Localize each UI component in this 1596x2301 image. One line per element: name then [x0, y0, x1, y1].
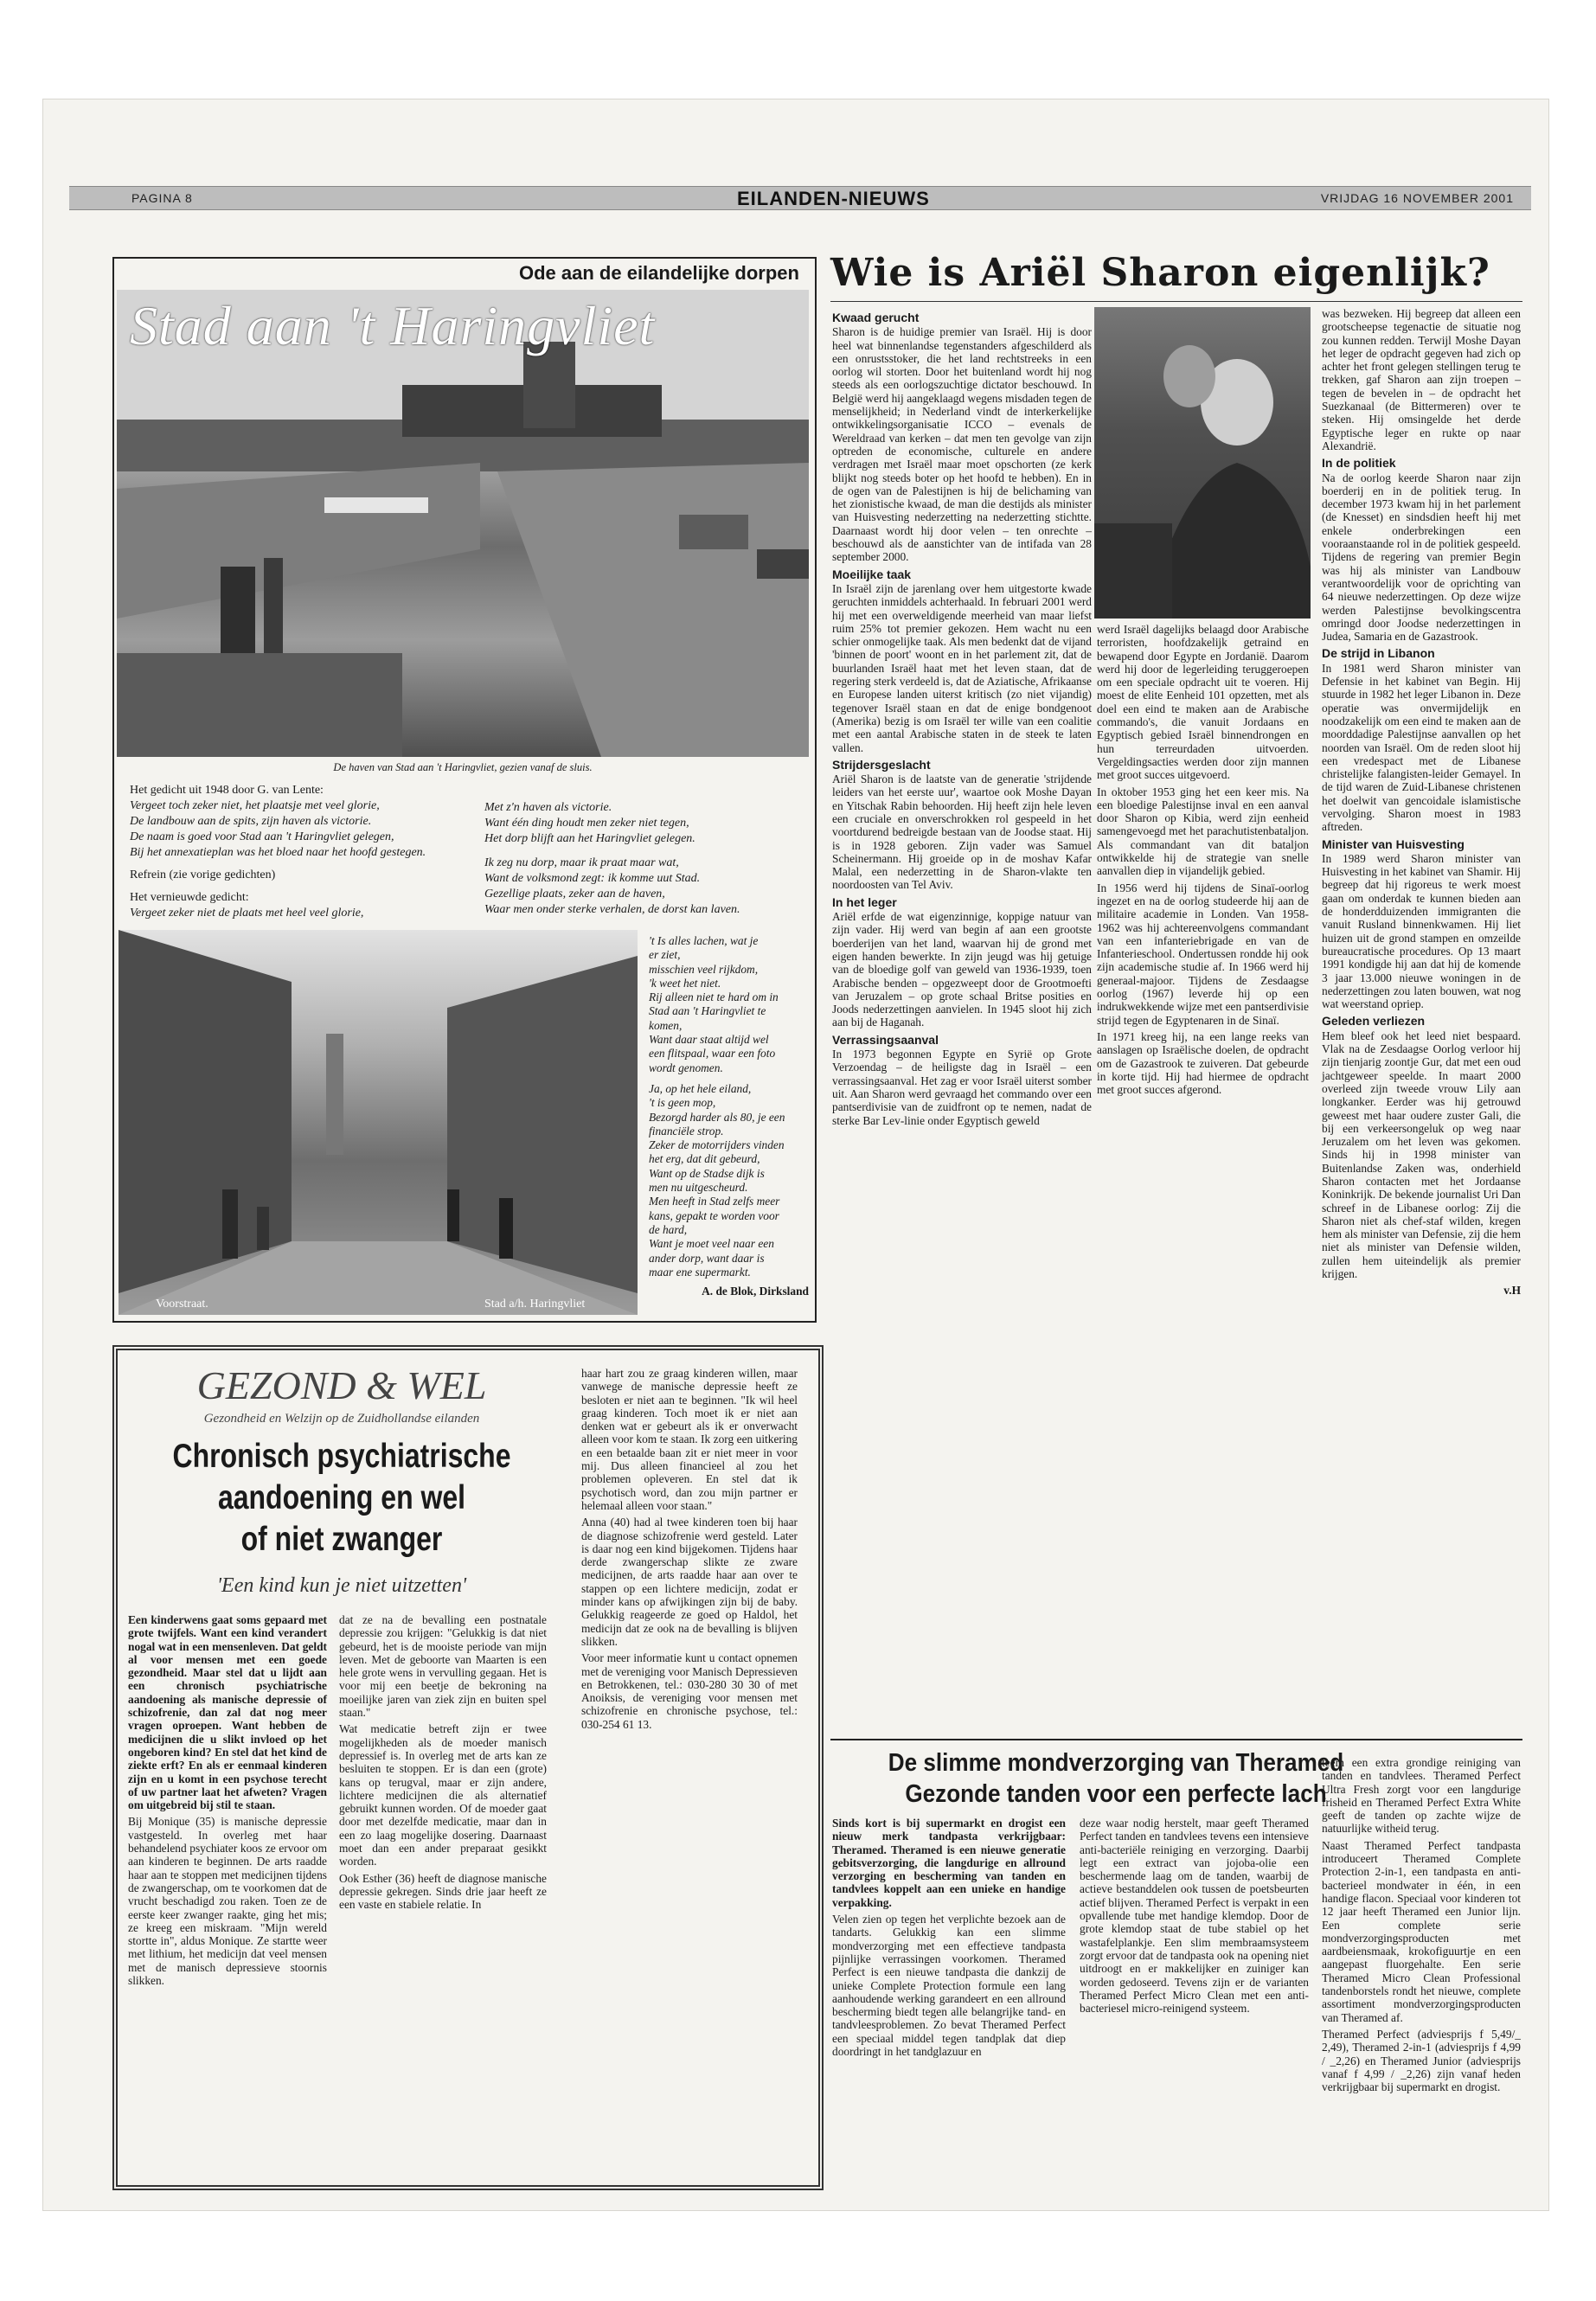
health-monique: Bij Monique (35) is manische depressie vastgesteld. In overleg met haar behandelend psychiater koos ze ervoor om aan kinderen te beginnen. De arts raadde haar aan te stoppen met medicijnen tijdens de zwangerschap, om te voorkomen dat de vrucht beschadigd zou raken. Toen ze de eerste keer zwanger raakte, ging het mis; ze kreeg een miskraam. "Mijn wereld stortte in", aldus Monique. Ze startte weer met lithium, het medicijn dat veel mensen met de manisch depressieve stoornis slikken. — [128, 1815, 327, 1988]
ode-s5-l8: men nu uitgescheurd. — [649, 1181, 748, 1195]
ode-stanza2-line1: Met z'n haven als victorie. — [484, 801, 612, 814]
sharon-p5: In 1973 begonnen Egypte en Syrië op Grote Verzoendag – de heiligste dag in Israël – een verrassingsaanval. Het zag er voor Israël uiterst somber uit. Aan Sharon werd gevraagd het commando over een pantserdivisie van de zuidfront op te nemen, nadat de sterke Bar Lev-linie onder Egyptisch geweld — [832, 1048, 1092, 1127]
ode-s5-l3: Bezorgd harder als 80, je een — [649, 1110, 785, 1124]
theramed-p5: Theramed Perfect (adviesprijs f 5,49/_ 2,49), Theramed 2-in-1 (adviesprijs f 4,99 / _2,26) en Theramed Junior (adviesprijs vanaf f 4,99 / _2,26) zijn vanaf heden verkrijgbaar bij supermarkt en drogist. — [1322, 2027, 1521, 2094]
ode-stanza2-line2: Want één ding houdt men zeker niet tegen, — [484, 817, 689, 830]
sharon-c3a: was bezweken. Hij begreep dat alleen een grootscheepse tegenactie de situatie nog zou kunnen redden. Terwijl Moshe Dayan het leger de opdracht gegeven had zich op achter het front gelegen stellingen terug te trekken, gaf Sharon aan zijn troepen – tegen de bevelen in – de opdracht het Suezkanaal (de Bittermeren) over te steken. Hij omsingelde het derde Egyptische leger en rukte op naar Alexandrië. — [1322, 307, 1521, 452]
ode-poem-right — [484, 800, 804, 918]
sharon-c3c: In 1981 werd Sharon minister van Defensie in het kabinet van Begin. Hij stuurde in 1982 het leger Libanon in. Deze operatie was onvermijdelijk en noodzakelijk om een eind te maken aan de moorddadige Palestijnse aanvallen op het noorden van Israël. Om de reden sloot hij een vredespact met de Libanese christelijke falangisten-leider Gemayel. In de tijd waren de Zuid-Libanese christenen het doelwit van gencoidale islamistische vervolging. Sharon moest in 1983 aftreden. — [1322, 661, 1521, 834]
health-col2-p1: dat ze na de bevalling een postnatale depressie zou krijgen: "Gelukkig is dat niet gebeurd, het is de mooiste periode van mijn leven. Met de geboorte van Maarten is een hele grote wens in vervulling gegaan. Het is voor mij een beetje de bekroning na moeilijke jaren van ziek zijn en buiten spel staan." — [339, 1613, 547, 1720]
theramed-col3 — [1322, 1756, 1521, 2097]
sharon-p1: Sharon is de huidige premier van Israël. Hij is door heel wat binnenlandse tegenstanders afgeschilderd als een onrustsstoker, die het land rechtstreeks in een oorlog wil storten. Door het buitenland wordt hij nog steeds als een oorlogszuchtige dictator beschouwd. In België werd hij aangeklaagd wegens misdaden tegen de menselijkheid; in Nederland vindt de interkerkelijke ontwikkelingsorganisatie ICCO – evenals de Wereldraad van kerken – dat men ten gevolge van zijn optreden de economische, culturele en andere verdragen met Israël maar moet opschorten (ze kerk blijkt nog steeds boter op het hoofd te hebben). En in de ogen van de Palestijnen is hij de belichaming van het zionistische kwaad, de man die destijds als minister van Huisvesting nederzetting na nederzetting stichtte. Daarnaast wordt hij door velen – ten onrechte – beschouwd als de aanstichter van de intifada van 28 september 2000. — [832, 325, 1092, 564]
sharon-rule — [830, 301, 1522, 302]
ode-kicker: Ode aan de eilandelijke dorpen — [519, 262, 799, 284]
health-section-title: GEZOND & WEL — [196, 1363, 487, 1407]
health-col3-p2: Anna (40) had al twee kinderen toen bij haar de diagnose schizofrenie werd gesteld. Later is daar nog een kind bijgekomen. Tijdens haar derde zwangerschap slikte ze zware medicijnen, de arts raadde haar aan over te stappen op een lichtere medicijn, zodat er minder kans op afwijkingen zijn bij de baby. Gelukkig reageerde ze goed op Haldol, het medicijn dat ze ook na de bevalling is blijven slikken. — [581, 1516, 798, 1648]
sharon-photo — [1094, 307, 1311, 619]
ode-stanza1-line3: De naam is goed voor Stad aan 't Haringvliet gelegen, — [130, 830, 394, 843]
health-col3 — [581, 1367, 798, 1734]
sharon-headline: Wie is Ariël Sharon eigenlijk? — [830, 251, 1490, 295]
ode-s4-l1: 't Is alles lachen, wat je — [649, 934, 759, 947]
sharon-p4: Ariël erfde de wat eigenzinnige, koppige natuur van zijn vader. Hij werd van begin af aan een grootste boerderijen van het land, waarvan hij de grond met eigen handen bewerkte. In zijn jeugd was hij getuige van de bloedige golf van geweld van 1936-1939, toen Arabische benden – opgezweept door de Grootmoefti van Jeruzalem – op grote schaal Britse posities en Joods nederzettingen aanvielen. In 1945 sloot hij zich aan bij de Haganah. — [832, 910, 1092, 1029]
sharon-c2c: In 1956 werd hij tijdens de Sinaï-oorlog ingezet en na de oorlog studeerde hij aan de militaire academie in Londen. Van 1958-1962 was hij achtereenvolgens commandant van een infanteriebrigade en van de Infanterieschool. Ondertussen rondde hij ook zijn academische studie af. In 1966 werd hij generaal-majoor. Tijdens de Zesdaagse oorlog (1967) leverde hij op een indrukwekkende wijze met een pantserdivisie strijd tegen de Egyptenaren in de Sinaï. — [1097, 881, 1309, 1027]
sharon-signature: v.H — [1503, 1284, 1521, 1298]
ode-s4-l3: misschien veel rijkdom, — [649, 962, 759, 976]
ode-stanza3-line4: Waar men onder sterke verhalen, de dorst kan laven. — [484, 903, 740, 916]
street-photo — [119, 930, 638, 1315]
ode-stanza1-line2: De landbouw aan de spits, zijn haven als victorie. — [130, 815, 372, 828]
sharon-h-verliezen: Geleden verliezen — [1322, 1014, 1426, 1029]
health-headline-line1: Chronisch psychiatrische — [172, 1438, 511, 1475]
street-photo-graphic — [119, 930, 638, 1315]
health-headline-line2: aandoening en wel — [217, 1479, 466, 1516]
harbour-photo-graphic — [117, 290, 809, 757]
ode-s5-l12: Want je moet veel naar een — [649, 1237, 774, 1251]
street-photo-left-label: Voorstraat. — [156, 1298, 208, 1311]
ode-s5-l1: Ja, op het hele eiland, — [649, 1081, 752, 1095]
page-header-bar — [69, 186, 1531, 210]
health-headline — [164, 1436, 519, 1561]
issue-date: VRIJDAG 16 NOVEMBER 2001 — [1320, 191, 1514, 205]
ode-s5-l14: maar ene supermarkt. — [649, 1265, 751, 1279]
page-number: PAGINA 8 — [131, 191, 193, 205]
theramed-headline-line1: De slimme mondverzorging van Theramed — [888, 1749, 1344, 1777]
harbour-photo — [117, 290, 809, 757]
ode-s4-l10: wordt genomen. — [649, 1061, 723, 1074]
ode-s5-l7: Want op de Stadse dijk is — [649, 1166, 765, 1180]
sharon-c3e: Hem bleef ook het leed niet bespaard. Vlak na de Zesdaagse Oorlog verloor hij zijn tienjarig zoontje Gur, dat met een oud jachtgeweer speelde. In maart 2000 overleed zijn tweede vrouw Lily aan longkanker. Eerder was hij getrouwd geweest met haar oudere zuster Gali, die bij een verkeersongeluk op weg naar Jeruzalem om het leven was gekomen. Sinds hij in 1998 minister van Buitenlandse Zaken was, onderhield Sharon contacten met het Jordaanse Koninkrijk. De bekende journalist Uri Dan schreef in de Libanese oorlog: Zij die Sharon niet als chef-staf wilden, kregen hem als minister van Defensie, zij die hem niet als minister van Defensie wilden, zullen hem uiteindelijk als premier krijgen. — [1322, 1029, 1521, 1281]
health-col1 — [128, 1613, 327, 1990]
theramed-headline — [859, 1747, 1373, 1810]
ode-s4-l4: 'k weet het niet. — [649, 976, 721, 990]
ode-s4-l9: een flitspaal, waar een foto — [649, 1047, 776, 1061]
ode-s4-l2: er ziet, — [649, 948, 681, 962]
ode-s5-l5: Zeker de motorrijders vinden — [649, 1138, 785, 1152]
health-col2-p2: Wat medicatie betreft zijn er twee mogelijkheden als de moeder manisch depressief is. In overleg met de arts kan ze besluiten te stoppen. Er is dan een (grote) kans op terugval, maar er zijn andere, lichtere medicijnen die als alternatief gebruikt kunnen worden. Of de moeder gaat door met dezelfde medicatie, maar dan in een zo laag mogelijke dosering. Daarnaast moet dan een ander preparaat gesikkt worden. — [339, 1722, 547, 1868]
sharon-photo-graphic — [1094, 307, 1311, 619]
ode-s4-l5: Rij alleen niet te hard om in — [649, 990, 779, 1004]
ode-s5-l13: ander dorp, want daar is — [649, 1251, 765, 1265]
theramed-p3: teem een extra grondige reiniging van tanden en tandvlees. Theramed Perfect Ultra Fresh zorgt voor een langdurige frisheid en Theramed Perfect Extra White geeft de tanden op zachte wijze de natuurlijke witheid terug. — [1322, 1756, 1521, 1836]
sharon-h-huisvesting: Minister van Huisvesting — [1322, 836, 1465, 851]
sharon-c3d: In 1989 werd Sharon minister van Huisvesting in het kabinet van Shamir. Hij begreep dat hij rigoreus te werk moest gaan om onderdak te kunnen bieden aan de honderdduizenden immigranten die vanuit Rusland binnenkwamen. Hij liet huizen uit de grond stampen en omzeilde bureaucratische procedures. Op 13 maart 1991 kondigde hij aan dat hij de komende 3 jaar 13.000 nieuwe woningen in de nederzettingen zou laten bouwen, wat nog wat weerstand opriep. — [1322, 851, 1521, 1011]
ode-s5-l10: kans, gepakt te worden voor — [649, 1208, 779, 1222]
ode-s4-l8: Want daar staat altijd wel — [649, 1033, 769, 1047]
ode-stanza1-line4: Bij het annexatieplan was het bloed naar het hoofd gestegen. — [130, 846, 426, 859]
ode-poem-side — [649, 934, 809, 1298]
ode-s4-l6: Stad aan 't Haringvliet te — [649, 1004, 766, 1018]
ode-s5-l11: de hard, — [649, 1222, 688, 1236]
theramed-p2: deze waar nodig herstelt, maar geeft Theramed Perfect tanden en tandvlees tevens een intensieve anti-bacteriële reiniging en verzorging. Daarbij legt een extract van jojoba-olie een beschermende laag om de tanden, waarbij de actieve bestanddelen ook tussen de poetsbeurten actief blijven. Theramed Perfect is verpakt in een opvallende tube met handige klemdop. Door de grote klemdop staat de tube stabiel op het wastafelplankje. Een slim membraamsysteem zorgt ervoor dat de tandpasta ook na opening niet uitdroogt en er makkelijker en zuiniger kan worden gedoseerd. Tevens zijn er de varianten Theramed Perfect Micro Clean met een anti-bacteriesel micro-reinigend systeem. — [1080, 1817, 1309, 2016]
sharon-h-leger: In het leger — [832, 894, 897, 909]
theramed-headline-line2: Gezonde tanden voor een perfecte lach — [905, 1780, 1327, 1808]
ode-intro: Het gedicht uit 1948 door G. van Lente: — [130, 784, 324, 797]
ode-stanza3-line1: Ik zeg nu dorp, maar ik praat maar wat, — [484, 856, 679, 869]
harbour-photo-caption: De haven van Stad aan 't Haringvliet, gezien vanaf de sluis. — [333, 761, 593, 773]
ode-refrain: Refrein (zie vorige gedichten) — [130, 868, 276, 881]
sharon-h-taak: Moeilijke taak — [832, 567, 912, 581]
health-col3-p3: Voor meer informatie kunt u contact opnemen met de vereniging voor Manisch Depressieven en Betrokkenen, tel.: 030-280 30 30 of met Anoiksis, de vereniging voor mensen met schizofrenie en chronische psychose, tel.: 030-254 61 13. — [581, 1651, 798, 1731]
health-quote: 'Een kind kun je niet uitzetten' — [216, 1574, 467, 1597]
theramed-rule — [830, 1739, 1522, 1740]
sharon-c2a: werd Israël dagelijks belaagd door Arabische terroristen, hoofdzakelijk getraind en bewapend door Egypte en Jordanië. Daarom werd hij door de legerleiding teruggeroepen om een speciale opdracht uit te voeren. Hij moest de elite Eenheid 101 opzetten, met als doel een eind te maken aan de Arabische commando's, die vanuit Jordaans en Egyptisch gebied Israël binnendrongen en hun terreurdaden uitvoerden. Vergeldingsacties werden door zijn mannen met groot succes uitgevoerd. — [1097, 623, 1309, 782]
health-headline-line3: of niet zwanger — [240, 1521, 443, 1558]
ode-renewed-line: Vergeet zeker niet de plaats met heel veel glorie, — [130, 907, 364, 920]
sharon-p2: In Israël zijn de jarenlang over hem uitgestorte kwade geruchten inmiddels achterhaald. In februari 2001 werd hij met een overweldigende meerheid van maar liefst ruim 25% tot premier gekozen. Hem wacht nu een schier onmogelijke taak. Als men bedenkt dat de vijand 'binnen de poort' woont en in het parlement zit, dat de buurlanden Israël haat met het leven staan, dat de regering sterk verdeeld is, dat de Aziatische, Afrikaanse en Europese landen uiterst kritisch (zo niet vijandig) tegenover Israël staan en dat de enige bondgenoot (Amerika) bezig is om Israël ter wille van een coalitie met een aantal Arabische staten in de steek te laten vallen. — [832, 581, 1092, 754]
health-section-subtitle: Gezondheid en Welzijn op de Zuidhollandse eilanden — [203, 1412, 480, 1426]
masthead: EILANDEN-NIEUWS — [737, 188, 930, 209]
ode-s5-l2: 't is geen mop, — [649, 1096, 716, 1110]
ode-renewed-label: Het vernieuwde gedicht: — [130, 891, 249, 904]
sharon-c2d: In 1971 kreeg hij, na een lange reeks van aanslagen op Israëlische doelen, de opdracht om de Gazastrook te zuiveren. Dat gebeurde in korte tijd. Hij had hiermee de opdracht met groot succes afgerond. — [1097, 1029, 1309, 1097]
sharon-c3b: Na de oorlog keerde Sharon naar zijn boerderij en in de politiek terug. In december 1973 kwam hij in het parlement (de Knesset) en sindsdien heeft hij met enkele onderbrekingen een vooraanstaande rol in de politiek gespeeld. Tijdens de regering van premier Begin was hij als minister van Landbouw verantwoordelijk voor de oprichting van 64 nieuwe nederzettingen. Op deze wijze werden Palestijnse bevolkingscentra omringd door Joodse nederzettingen in Judea, Samaria en de Gazastrook. — [1322, 471, 1521, 644]
ode-author: A. de Blok, Dirksland — [702, 1285, 809, 1298]
street-photo-right-label: Stad a/h. Haringvliet — [484, 1298, 586, 1311]
health-col2 — [339, 1613, 547, 1915]
sharon-h-libanon: De strijd in Libanon — [1322, 646, 1435, 661]
ode-s4-l7: komen, — [649, 1018, 683, 1032]
ode-s5-l9: Men heeft in Stad zelfs meer — [649, 1195, 780, 1208]
health-col2-p3: Ook Esther (36) heeft de diagnose manische depressie gekregen. Sinds drie jaar heeft ze een vaste en stabiele relatie. In — [339, 1871, 547, 1912]
ode-stanza2-line3: Het dorp blijft aan het Haringvliet gelegen. — [484, 832, 695, 845]
theramed-col1 — [832, 1817, 1066, 2061]
ode-title: Stad aan 't Haringvliet — [130, 295, 656, 356]
theramed-col2 — [1080, 1817, 1309, 2018]
ode-stanza3-line3: Gezellige plaats, zeker aan de haven, — [484, 888, 665, 901]
health-col3-p1: haar hart zou ze graag kinderen willen, maar vanwege de manische depressie heeft ze besloten er niet aan te beginnen. "Ik wil heel graag kinderen. Toch moet ik er niet aan denken wat er gebeurt als ik er onverwacht alleen voor kom te staan. Ik zorg een uitkering en een betaalde baan zit er niet meer in voor mij. Dus alleen financieel al zou het problemen opleveren. En stel dat ik psychotisch word, dan zou mijn partner er helemaal alleen voor staan." — [581, 1367, 798, 1512]
theramed-lead: Sinds kort is bij supermarkt en drogist een nieuw merk tandpasta verkrijgbaar: Theramed. Theramed is een nieuwe generatie gebitsverzorging, die langdurige en allround verzorging en bescherming van tanden en tandvlees koppelt aan een unieke en handige verpakking. — [832, 1817, 1066, 1909]
ode-stanza1-line1: Vergeet toch zeker niet, het plaatsje met veel glorie, — [130, 799, 380, 812]
theramed-p4: Naast Theramed Perfect tandpasta introduceert Theramed Complete Protection 2-in-1, een tandpasta en anti-bacterieel mondwater in één, in een handige flacon. Speciaal voor kinderen tot 12 jaar heeft Theramed een Junior lijn. Een complete serie mondverzorgingsproducten met aardbeiensmaak, krokofiguurtje en een aangepast fluorgehalte. Een serie Theramed Micro Clean Professional tandenborstels rondt het nieuwe, complete assortiment mondverzorgingsproducten van Theramed af. — [1322, 1838, 1521, 2024]
ode-poem-left — [130, 783, 476, 921]
sharon-col2 — [1097, 623, 1309, 1099]
sharon-h-politiek: In de politiek — [1322, 456, 1396, 471]
sharon-c2b: In oktober 1953 ging het een keer mis. Na een bloedige Palestijnse inval en een aanval door Sharon op Kibia, werd zijn eenheid samengevoegd met het parachutistenbataljon. Als commandant van dit bataljon ontwikkelde hij de strategie van snelle aanvallen diep in vijandelijk gebied. — [1097, 785, 1309, 878]
health-intro: Een kinderwens gaat soms gepaard met grote twijfels. Want een kind verandert nogal wat in een mensenleven. Dat geldt al voor mensen met een goede gezondheid. Maar stel dat u lijdt aan een chronisch psychiatrische aandoening als manische depressie of schizofrenie, dan zal dat nog meer vragen oproepen. Want hebben de medicijnen die u slikt invloed op het ongeboren kind? En stel dat het kind de ziekte erft? En als er eenmaal kinderen zijn en u komt in een psychose terecht of uw partner laat het afweten? Vragen om uitgebreid bij stil te staan. — [128, 1613, 327, 1812]
sharon-h-verrassing: Verrassingsaanval — [832, 1032, 939, 1047]
ode-s5-l4: financiële strop. — [649, 1124, 724, 1138]
ode-stanza3-line2: Want de volksmond zegt: ik komme uut Stad. — [484, 872, 701, 885]
sharon-h-strijders: Strijdersgeslacht — [832, 757, 931, 772]
sharon-col1 — [832, 307, 1092, 1131]
sharon-col3 — [1322, 307, 1521, 1298]
theramed-p1: Velen zien op tegen het verplichte bezoek aan de tandarts. Gelukkig kan een slimme mondverzorging met een effectieve tandpasta pijnlijke verrassingen voorkomen. Theramed Perfect is een nieuwe tandpasta die dankzij de unieke Complete Protection formule een lang aanhoudende werking garandeert en een allround bescherming biedt tegen alle belangrijke tand- en tandvleesproblemen. Zo bevat Theramed Perfect een speciaal middel tegen tandplak dat diep doordringt in het tandglazuur en — [832, 1913, 1066, 2059]
sharon-h-kwaad: Kwaad gerucht — [832, 311, 920, 324]
ode-s5-l6: het erg, dat dit gebeurd, — [649, 1152, 760, 1166]
sharon-p3: Ariël Sharon is de laatste van de generatie 'strijdende leiders van het eerste uur', waartoe ook Moshe Dayan en Yitschak Rabin behoorden. Hij heeft zijn hele leven een cruciale en onverschrokken rol gespeeld in het voortdurend bedreigde bestaan van de Joodse staat. Hij is in 1928 geboren. Zijn vader was Samuel Scheinermann. Hij groeide op in de moshav Kafar Malal, een nederzetting in de Sharon-vlakte ten noordoosten van Tel Aviv. — [832, 772, 1092, 892]
